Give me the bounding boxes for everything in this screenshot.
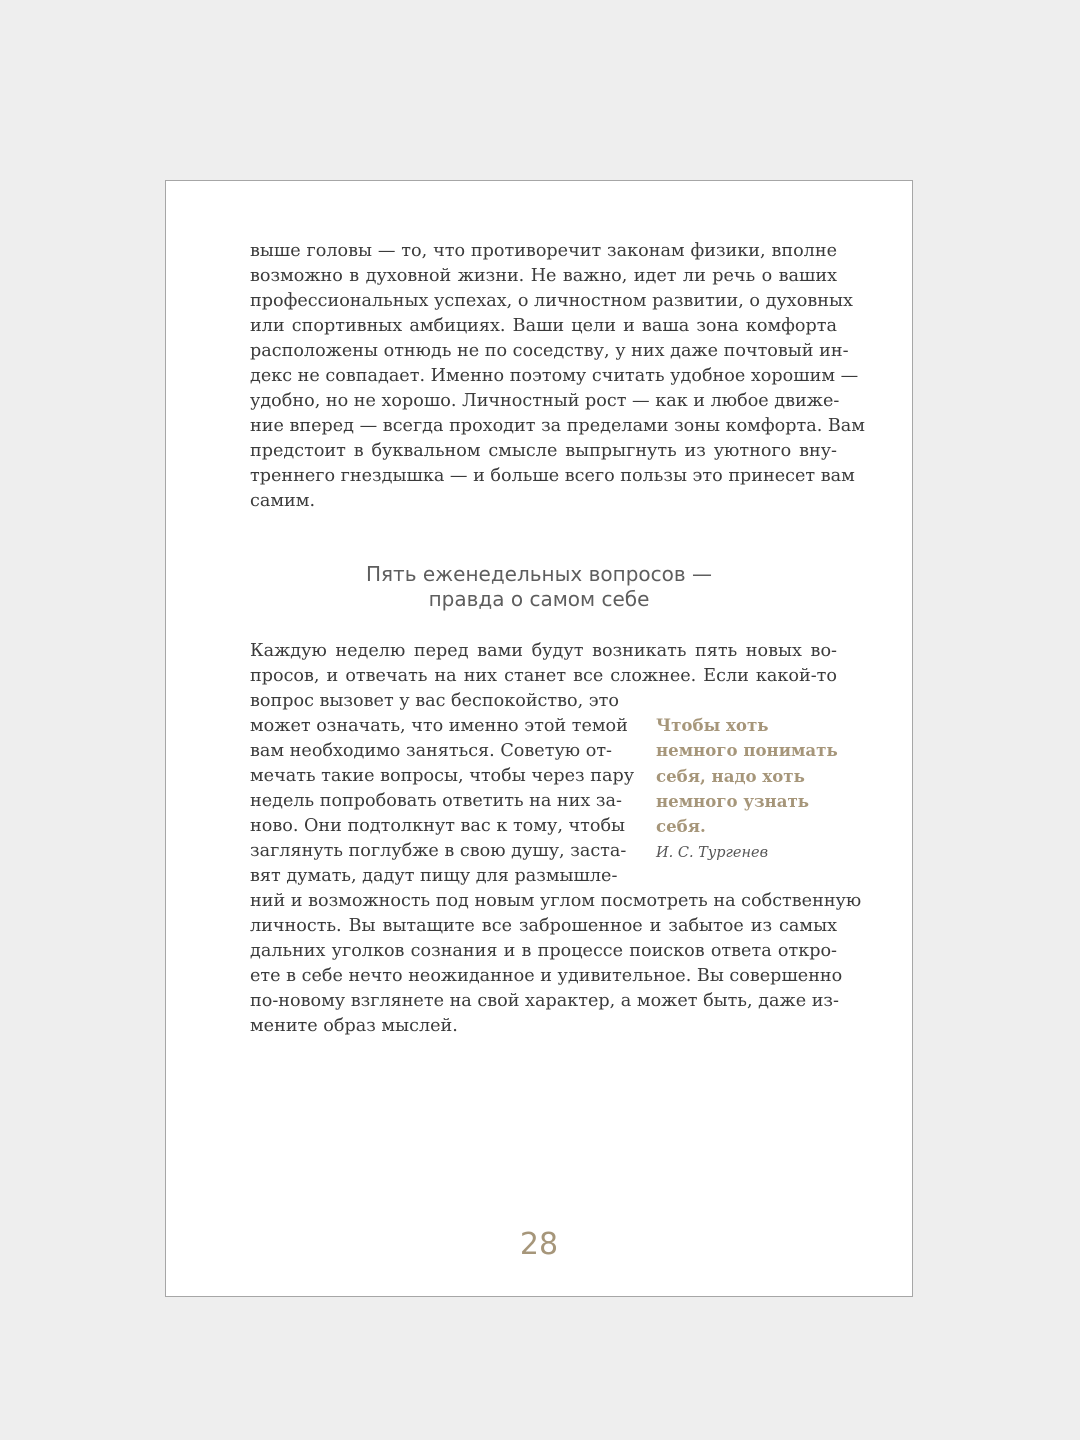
text-line: Каждую неделю перед вами будут возникать пять новых во- bbox=[250, 641, 837, 661]
quote-line: немного узнать bbox=[656, 791, 809, 811]
text-line: мечать такие вопросы, чтобы через пару bbox=[250, 766, 635, 786]
quote-line: немного понимать bbox=[656, 740, 838, 760]
text-line: может означать, что именно этой темой bbox=[250, 716, 628, 736]
text-line: ние вперед — всегда проходит за пределами зоны комфорта. Вам bbox=[250, 416, 865, 436]
text-line: самим. bbox=[250, 491, 316, 511]
text-line: возможно в духовной жизни. Не важно, идет ли речь о ваших bbox=[250, 266, 837, 286]
text-line: или спортивных амбициях. Ваши цели и ваша зона комфорта bbox=[250, 316, 837, 336]
text-line: удобно, но не хорошо. Личностный рост — как и любое движе- bbox=[250, 391, 840, 411]
quote-line: Чтобы хоть bbox=[656, 715, 769, 735]
text-line: расположены отнюдь не по соседству, у них даже почтовый ин- bbox=[250, 341, 849, 361]
text-line: вопрос вызовет у вас беспокойство, это bbox=[250, 691, 619, 711]
quote-line: себя, надо хоть bbox=[656, 766, 805, 786]
page-number: 28 bbox=[519, 1227, 559, 1262]
heading-line: правда о самом себе bbox=[428, 587, 650, 611]
book-page bbox=[165, 180, 913, 1297]
text-line: профессиональных успехах, о личностном развитии, о духовных bbox=[250, 291, 853, 311]
text-line: предстоит в буквальном смысле выпрыгнуть из уютного вну- bbox=[250, 441, 837, 461]
text-line: недель попробовать ответить на них за- bbox=[250, 791, 622, 811]
text-line: дальних уголков сознания и в процессе поисков ответа откро- bbox=[250, 941, 837, 961]
text-line: вам необходимо заняться. Советую от- bbox=[250, 741, 612, 761]
text-line: треннего гнездышка — и больше всего пользы это принесет вам bbox=[250, 466, 855, 486]
text-line: заглянуть поглубже в свою душу, заста- bbox=[250, 841, 627, 861]
heading-line: Пять еженедельных вопросов — bbox=[365, 562, 713, 586]
text-line: просов, и отвечать на них станет все сложнее. Если какой-то bbox=[250, 666, 837, 686]
text-line: вят думать, дадут пищу для размышле- bbox=[250, 866, 618, 886]
quote-author: И. С. Тургенев bbox=[656, 845, 769, 861]
text-line: по-новому взглянете на свой характер, а может быть, даже из- bbox=[250, 991, 839, 1011]
text-line: личность. Вы вытащите все заброшенное и забытое из самых bbox=[250, 916, 837, 936]
text-line: выше головы — то, что противоречит законам физики, вполне bbox=[250, 241, 837, 261]
text-line: ново. Они подтолкнут вас к тому, чтобы bbox=[250, 816, 626, 836]
text-line: ете в себе нечто неожиданное и удивительное. Вы совершенно bbox=[250, 966, 843, 986]
quote-line: себя. bbox=[656, 816, 706, 836]
text-line: мените образ мыслей. bbox=[250, 1016, 458, 1036]
text-line: декс не совпадает. Именно поэтому считать удобное хорошим — bbox=[250, 366, 859, 386]
text-line: ний и возможность под новым углом посмотреть на собственную bbox=[250, 891, 862, 911]
